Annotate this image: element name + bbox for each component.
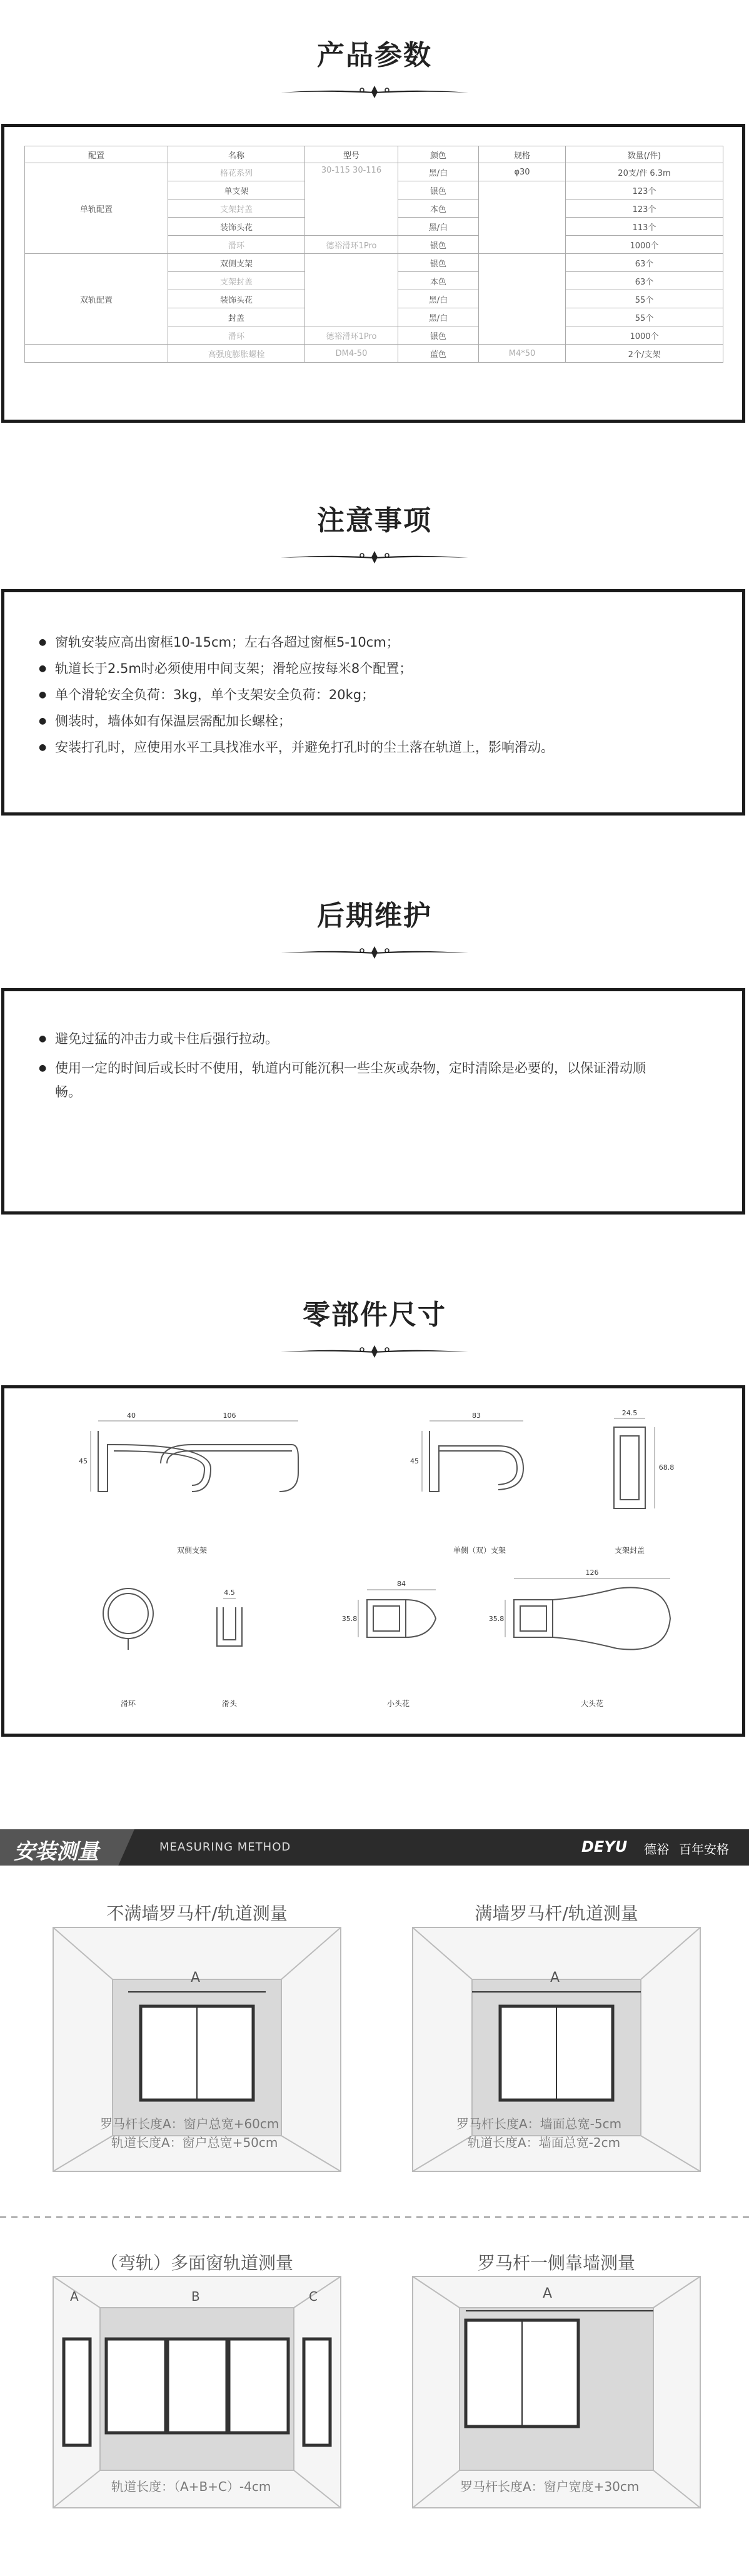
brand-slogan: 百年安格 <box>679 1842 729 1857</box>
measure-line: 轨道长度：（A+B+C）-4cm <box>111 2479 271 2494</box>
measure-label-a: A <box>191 1970 201 1986</box>
cell-qty: 63个 <box>566 254 723 272</box>
dim-label: 4.5 <box>224 1589 235 1597</box>
measure-line: 罗马杆长度A：窗户总宽+60cm <box>100 2116 279 2131</box>
cell-qty: 63个 <box>566 272 723 290</box>
table-header: 颜色 <box>398 146 479 163</box>
cell-name: 滑环 <box>168 326 305 345</box>
measure-title-4: 罗马杆一侧靠墙测量 <box>477 2253 635 2273</box>
notice-list <box>39 634 554 765</box>
cell-name: 格花系列 <box>168 163 305 181</box>
list-item: ● 轨道长于2.5m时必须使用中间支架；滑轮应按每米8个配置； <box>39 660 554 677</box>
cell-qty: 113个 <box>566 218 723 236</box>
list-item: ● 窗轨安装应高出窗框10-15cm；左右各超过窗框5-10cm； <box>39 634 554 651</box>
ornament-divider <box>281 548 468 567</box>
table-row <box>25 163 723 181</box>
notice-frame <box>1 589 745 816</box>
cell-qty: 20支/件 6.3m <box>566 163 723 181</box>
cell-model: 德裕滑环1Pro <box>305 326 398 345</box>
cell-spec: M4*50 <box>479 345 566 363</box>
section-title-params: 产品参数 <box>317 39 432 71</box>
cell-name: 单支架 <box>168 181 305 200</box>
cell-color: 银色 <box>398 236 479 254</box>
cell-spec <box>479 181 566 254</box>
table-row <box>25 254 723 272</box>
part-caption: 双侧支架 <box>176 1546 207 1555</box>
cell-qty: 55个 <box>566 290 723 308</box>
dim-label: 45 <box>79 1457 88 1465</box>
measure-line: 罗马杆长度A：窗户宽度+30cm <box>460 2479 640 2494</box>
parts-frame <box>1 1385 745 1737</box>
cell-spec <box>479 254 566 345</box>
table-header: 规格 <box>479 146 566 163</box>
maintenance-list <box>39 1030 664 1113</box>
part-caption: 大头花 <box>580 1699 603 1708</box>
cell-name: 装饰头花 <box>168 218 305 236</box>
part-caption: 单侧（双）支架 <box>453 1546 506 1555</box>
cell-color: 黑/白 <box>398 218 479 236</box>
list-item: ● 单个滑轮安全负荷：3kg，单个支架安全负荷：20kg； <box>39 686 554 704</box>
part-caption: 小头花 <box>386 1699 410 1708</box>
list-item: ● 避免过猛的冲击力或卡住后强行拉动。 <box>39 1030 664 1048</box>
cell-name: 支架封盖 <box>168 272 305 290</box>
dim-label: 106 <box>223 1412 236 1420</box>
cell-name: 支架封盖 <box>168 200 305 218</box>
measure-label-b: B <box>191 2289 200 2304</box>
list-item: ● 使用一定的时间后或长时不使用，轨道内可能沉积一些尘灰或杂物，定时清除是必要的，以保证滑动顺畅。 <box>39 1056 664 1104</box>
dim-label: 68.8 <box>658 1463 675 1472</box>
banner-subtitle: MEASURING METHOD <box>159 1841 291 1854</box>
cell-model: 德裕滑环1Pro <box>305 236 398 254</box>
measure-line: 轨道长度A：窗户总宽+50cm <box>111 2135 278 2150</box>
measure-label-a: A <box>550 1970 560 1986</box>
cell-model <box>305 254 398 326</box>
measure-line: 轨道长度A：墙面总宽-2cm <box>468 2135 621 2150</box>
cell-name: 双侧支架 <box>168 254 305 272</box>
cell-color: 黑/白 <box>398 163 479 181</box>
table-header: 名称 <box>168 146 305 163</box>
brand-cn: 德裕 <box>644 1842 669 1857</box>
dim-label: 40 <box>127 1412 136 1420</box>
cell-qty: 1000个 <box>566 326 723 345</box>
cell-color: 本色 <box>398 200 479 218</box>
banner-title: 安装测量 <box>14 1839 99 1864</box>
maintenance-frame <box>1 988 745 1215</box>
brand-logo: DEYU <box>581 1838 628 1856</box>
table-row <box>25 345 723 363</box>
cell-color: 银色 <box>398 181 479 200</box>
config-cell: 单轨配置 <box>25 163 168 254</box>
spec-table <box>24 146 723 363</box>
parts-drawing <box>4 1388 742 1734</box>
cell-color: 蓝色 <box>398 345 479 363</box>
cell-name: 封盖 <box>168 308 305 326</box>
table-header: 配置 <box>25 146 168 163</box>
cell-name: 高强度膨胀螺栓 <box>168 345 305 363</box>
table-header-row <box>25 146 723 163</box>
dim-label: 84 <box>397 1580 406 1588</box>
cell-model: 30-115 30-116 <box>305 163 398 236</box>
table-header: 型号 <box>305 146 398 163</box>
cell-qty: 1000个 <box>566 236 723 254</box>
config-cell <box>25 345 168 363</box>
cell-qty: 55个 <box>566 308 723 326</box>
cell-model: DM4-50 <box>305 345 398 363</box>
measure-line: 罗马杆长度A：墙面总宽-5cm <box>456 2116 622 2131</box>
part-caption: 滑环 <box>120 1699 136 1708</box>
dim-label: 35.8 <box>488 1615 505 1623</box>
ornament-divider <box>281 943 468 962</box>
list-item: ● 安装打孔时，应使用水平工具找准水平，并避免打孔时的尘土落在轨道上，影响滑动。 <box>39 739 554 756</box>
section-title-parts: 零部件尺寸 <box>303 1299 446 1331</box>
section-title-notice: 注意事项 <box>317 505 432 537</box>
measure-label-a: A <box>70 2289 79 2304</box>
table-header: 数量(/件) <box>566 146 723 163</box>
section-title-maintenance: 后期维护 <box>317 900 432 932</box>
cell-qty: 123个 <box>566 200 723 218</box>
ornament-divider <box>281 83 468 101</box>
measure-banner <box>0 1829 749 1866</box>
dim-label: 83 <box>472 1412 481 1420</box>
measure-title-1: 不满墙罗马杆/轨道测量 <box>106 1903 288 1924</box>
measure-diagrams <box>0 1876 749 2576</box>
dim-label: 35.8 <box>341 1615 358 1623</box>
dim-label: 45 <box>410 1457 419 1465</box>
cell-color: 黑/白 <box>398 308 479 326</box>
cell-qty: 123个 <box>566 181 723 200</box>
cell-color: 银色 <box>398 254 479 272</box>
part-caption: 滑头 <box>221 1699 237 1708</box>
measure-label-c: C <box>309 2289 318 2304</box>
measure-title-2: 满墙罗马杆/轨道测量 <box>475 1903 638 1924</box>
cell-spec: φ30 <box>479 163 566 181</box>
part-caption: 支架封盖 <box>614 1546 645 1555</box>
dim-label: 126 <box>585 1568 599 1577</box>
measure-label-a: A <box>543 2286 553 2301</box>
cell-color: 本色 <box>398 272 479 290</box>
list-item: ● 侧装时，墙体如有保温层需配加长螺栓； <box>39 712 554 730</box>
dim-label: 24.5 <box>621 1409 638 1417</box>
cell-color: 黑/白 <box>398 290 479 308</box>
cell-name: 滑环 <box>168 236 305 254</box>
cell-name: 装饰头花 <box>168 290 305 308</box>
config-cell: 双轨配置 <box>25 254 168 345</box>
cell-qty: 2个/支架 <box>566 345 723 363</box>
spec-table-frame <box>1 124 745 423</box>
ornament-divider <box>281 1342 468 1361</box>
cell-color: 银色 <box>398 326 479 345</box>
measure-title-3: （弯轨）多面窗轨道测量 <box>100 2253 293 2273</box>
